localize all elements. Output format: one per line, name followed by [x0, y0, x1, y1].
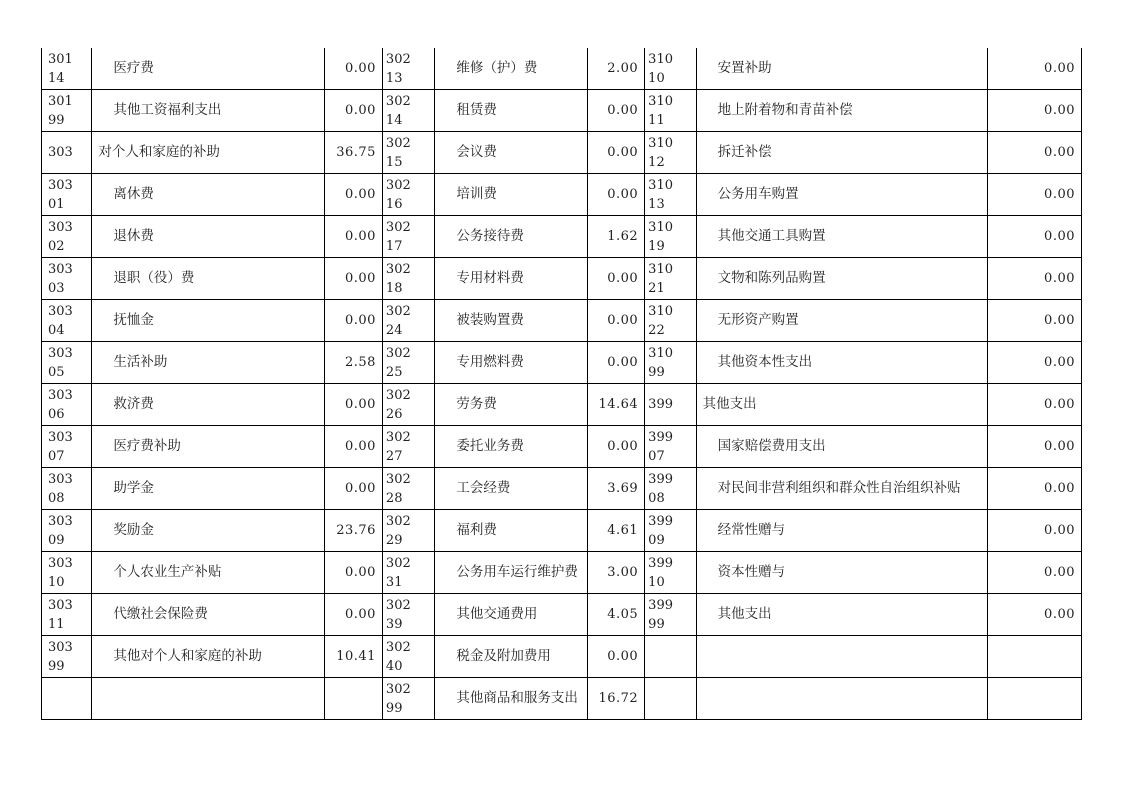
item-code — [382, 678, 434, 720]
item-code-text: 399 — [648, 397, 673, 412]
item-name: 医疗费补助 — [92, 426, 325, 468]
item-code — [382, 384, 434, 426]
item-amount: 0.00 — [325, 468, 382, 510]
item-code-text: 31010 — [648, 51, 673, 86]
item-code — [382, 636, 434, 678]
table-row — [42, 426, 1082, 468]
item-code — [42, 384, 92, 426]
item-code — [645, 48, 696, 90]
item-name: 维修（护）费 — [435, 48, 587, 90]
table-row — [42, 90, 1082, 132]
item-amount: 4.61 — [587, 510, 644, 552]
item-code-text: 30224 — [385, 303, 411, 338]
item-code-text: 31022 — [648, 303, 673, 338]
table-row — [42, 132, 1082, 174]
item-code — [645, 216, 696, 258]
item-code-text: 30225 — [385, 345, 411, 380]
item-name: 经常性赠与 — [696, 510, 988, 552]
item-code-text: 30399 — [48, 639, 73, 674]
item-code — [645, 594, 696, 636]
item-code — [382, 300, 434, 342]
item-code — [42, 174, 92, 216]
item-name: 医疗费 — [92, 48, 325, 90]
item-name: 被装购置费 — [435, 300, 587, 342]
item-amount: 0.00 — [988, 510, 1082, 552]
item-code-text: 30306 — [48, 387, 73, 422]
item-code — [645, 468, 696, 510]
table-row — [42, 384, 1082, 426]
item-name: 其他交通工具购置 — [696, 216, 988, 258]
item-code-text: 30114 — [48, 51, 73, 86]
item-code — [382, 132, 434, 174]
item-name: 会议费 — [435, 132, 587, 174]
item-amount: 4.05 — [587, 594, 644, 636]
item-amount: 10.41 — [325, 636, 382, 678]
item-code — [382, 552, 434, 594]
item-code — [42, 300, 92, 342]
item-code-text: 39908 — [648, 471, 673, 506]
item-code-text: 39999 — [648, 597, 673, 632]
item-code-text: 30303 — [48, 261, 73, 296]
item-code — [645, 342, 696, 384]
item-code — [645, 384, 696, 426]
item-amount: 3.69 — [587, 468, 644, 510]
item-amount: 3.00 — [587, 552, 644, 594]
item-amount: 0.00 — [988, 342, 1082, 384]
item-name — [696, 678, 988, 720]
table-row — [42, 594, 1082, 636]
item-amount — [988, 636, 1082, 678]
item-code-text: 30307 — [48, 429, 73, 464]
item-code-text: 31099 — [648, 345, 673, 380]
item-code-text: 30229 — [385, 513, 411, 548]
item-code — [42, 678, 92, 720]
item-amount: 0.00 — [988, 90, 1082, 132]
item-code-text: 30311 — [48, 597, 73, 632]
item-code — [645, 90, 696, 132]
item-name: 其他支出 — [696, 384, 988, 426]
table-row — [42, 48, 1082, 90]
item-code — [42, 258, 92, 300]
item-code-text: 30217 — [385, 219, 411, 254]
item-code-text: 30216 — [385, 177, 411, 212]
item-code-text: 30310 — [48, 555, 73, 590]
item-name: 退职（役）费 — [92, 258, 325, 300]
item-amount: 16.72 — [587, 678, 644, 720]
item-amount: 0.00 — [325, 90, 382, 132]
item-name: 拆迁补偿 — [696, 132, 988, 174]
table-row — [42, 258, 1082, 300]
item-amount: 0.00 — [988, 426, 1082, 468]
item-code — [42, 132, 92, 174]
table-row — [42, 216, 1082, 258]
item-code-text: 39909 — [648, 513, 673, 548]
item-name: 代缴社会保险费 — [92, 594, 325, 636]
item-name: 地上附着物和青苗补偿 — [696, 90, 988, 132]
item-code — [382, 342, 434, 384]
table-row — [42, 300, 1082, 342]
item-code — [382, 90, 434, 132]
item-code-text: 31011 — [648, 93, 673, 128]
item-code-text: 30239 — [385, 597, 411, 632]
table-body — [42, 48, 1082, 720]
item-amount: 0.00 — [988, 48, 1082, 90]
item-code — [645, 636, 696, 678]
item-name: 安置补助 — [696, 48, 988, 90]
item-code — [382, 468, 434, 510]
item-code — [645, 678, 696, 720]
item-name: 委托业务费 — [435, 426, 587, 468]
item-name: 生活补助 — [92, 342, 325, 384]
item-code-text: 30308 — [48, 471, 73, 506]
item-name: 福利费 — [435, 510, 587, 552]
item-amount: 0.00 — [988, 384, 1082, 426]
item-code-text: 39910 — [648, 555, 673, 590]
item-code-text: 30305 — [48, 345, 73, 380]
item-amount — [325, 678, 382, 720]
item-name — [92, 678, 325, 720]
item-name: 公务用车购置 — [696, 174, 988, 216]
item-amount: 0.00 — [325, 300, 382, 342]
item-code-text: 30199 — [48, 93, 73, 128]
item-code — [42, 426, 92, 468]
item-code-text: 30214 — [385, 93, 411, 128]
item-code-text: 30231 — [385, 555, 411, 590]
item-name: 国家赔偿费用支出 — [696, 426, 988, 468]
item-amount: 36.75 — [325, 132, 382, 174]
item-amount: 0.00 — [988, 216, 1082, 258]
item-code — [382, 48, 434, 90]
item-amount: 0.00 — [587, 90, 644, 132]
item-amount: 0.00 — [325, 426, 382, 468]
item-amount: 23.76 — [325, 510, 382, 552]
item-name: 培训费 — [435, 174, 587, 216]
item-name: 其他商品和服务支出 — [435, 678, 587, 720]
item-code — [645, 426, 696, 468]
item-code — [645, 258, 696, 300]
item-code-text: 30228 — [385, 471, 411, 506]
item-name: 工会经费 — [435, 468, 587, 510]
item-code-text: 31021 — [648, 261, 673, 296]
item-code — [382, 594, 434, 636]
item-amount: 0.00 — [325, 48, 382, 90]
item-code — [645, 552, 696, 594]
item-code-text: 31013 — [648, 177, 673, 212]
item-code-text: 303 — [48, 145, 73, 160]
item-code-text: 30302 — [48, 219, 73, 254]
item-code-text: 30218 — [385, 261, 411, 296]
table-row — [42, 510, 1082, 552]
item-name — [696, 636, 988, 678]
item-name: 离休费 — [92, 174, 325, 216]
item-amount: 0.00 — [325, 594, 382, 636]
item-code-text: 30215 — [385, 135, 411, 170]
item-amount: 0.00 — [988, 132, 1082, 174]
item-amount — [988, 678, 1082, 720]
item-name: 其他工资福利支出 — [92, 90, 325, 132]
item-code-text: 30301 — [48, 177, 73, 212]
item-amount: 0.00 — [325, 174, 382, 216]
item-name: 租赁费 — [435, 90, 587, 132]
item-amount: 0.00 — [988, 594, 1082, 636]
item-amount: 2.00 — [587, 48, 644, 90]
item-amount: 0.00 — [325, 216, 382, 258]
item-amount: 1.62 — [587, 216, 644, 258]
item-amount: 0.00 — [988, 552, 1082, 594]
item-code-text: 39907 — [648, 429, 673, 464]
item-code-text: 30213 — [385, 51, 411, 86]
item-name: 无形资产购置 — [696, 300, 988, 342]
item-amount: 0.00 — [587, 426, 644, 468]
item-code-text: 31019 — [648, 219, 673, 254]
item-name: 税金及附加费用 — [435, 636, 587, 678]
item-code-text: 30240 — [385, 639, 411, 674]
item-amount: 0.00 — [587, 258, 644, 300]
item-name: 其他交通费用 — [435, 594, 587, 636]
item-amount: 0.00 — [325, 258, 382, 300]
item-code-text: 30309 — [48, 513, 73, 548]
item-name: 其他资本性支出 — [696, 342, 988, 384]
item-code-text: 31012 — [648, 135, 673, 170]
item-amount: 0.00 — [988, 174, 1082, 216]
item-code — [42, 342, 92, 384]
item-code — [42, 552, 92, 594]
item-amount: 0.00 — [587, 132, 644, 174]
item-code-text: 30226 — [385, 387, 411, 422]
item-code — [382, 510, 434, 552]
table-row — [42, 342, 1082, 384]
table-row — [42, 552, 1082, 594]
item-name: 专用材料费 — [435, 258, 587, 300]
item-name: 劳务费 — [435, 384, 587, 426]
item-name: 个人农业生产补贴 — [92, 552, 325, 594]
item-amount: 0.00 — [587, 342, 644, 384]
item-name: 抚恤金 — [92, 300, 325, 342]
item-amount: 14.64 — [587, 384, 644, 426]
item-code — [645, 174, 696, 216]
item-name: 专用燃料费 — [435, 342, 587, 384]
item-name: 其他对个人和家庭的补助 — [92, 636, 325, 678]
item-code — [382, 174, 434, 216]
item-code — [645, 510, 696, 552]
item-code — [42, 636, 92, 678]
item-code — [382, 258, 434, 300]
item-code — [645, 300, 696, 342]
item-name: 公务用车运行维护费 — [435, 552, 587, 594]
item-name: 对个人和家庭的补助 — [92, 132, 325, 174]
item-name: 救济费 — [92, 384, 325, 426]
item-name: 其他支出 — [696, 594, 988, 636]
item-code — [42, 468, 92, 510]
item-code-text: 30299 — [385, 681, 411, 716]
expenditure-table — [41, 48, 1082, 720]
item-code — [42, 48, 92, 90]
item-code-text: 30304 — [48, 303, 73, 338]
item-name: 公务接待费 — [435, 216, 587, 258]
item-name: 退休费 — [92, 216, 325, 258]
item-amount: 0.00 — [325, 384, 382, 426]
item-amount: 0.00 — [988, 300, 1082, 342]
item-code — [42, 594, 92, 636]
item-amount: 0.00 — [587, 300, 644, 342]
item-amount: 0.00 — [988, 468, 1082, 510]
item-name: 奖励金 — [92, 510, 325, 552]
item-code — [382, 216, 434, 258]
item-amount: 2.58 — [325, 342, 382, 384]
item-code — [42, 90, 92, 132]
table-row — [42, 636, 1082, 678]
item-code — [382, 426, 434, 468]
table-row — [42, 174, 1082, 216]
item-name: 资本性赠与 — [696, 552, 988, 594]
item-name: 文物和陈列品购置 — [696, 258, 988, 300]
item-code-text: 30227 — [385, 429, 411, 464]
item-code — [645, 132, 696, 174]
table-row — [42, 678, 1082, 720]
item-amount: 0.00 — [587, 636, 644, 678]
item-name: 助学金 — [92, 468, 325, 510]
item-name: 对民间非营利组织和群众性自治组织补贴 — [696, 468, 988, 510]
item-amount: 0.00 — [587, 174, 644, 216]
table-row — [42, 468, 1082, 510]
item-code — [42, 216, 92, 258]
item-amount: 0.00 — [325, 552, 382, 594]
item-amount: 0.00 — [988, 258, 1082, 300]
item-code — [42, 510, 92, 552]
